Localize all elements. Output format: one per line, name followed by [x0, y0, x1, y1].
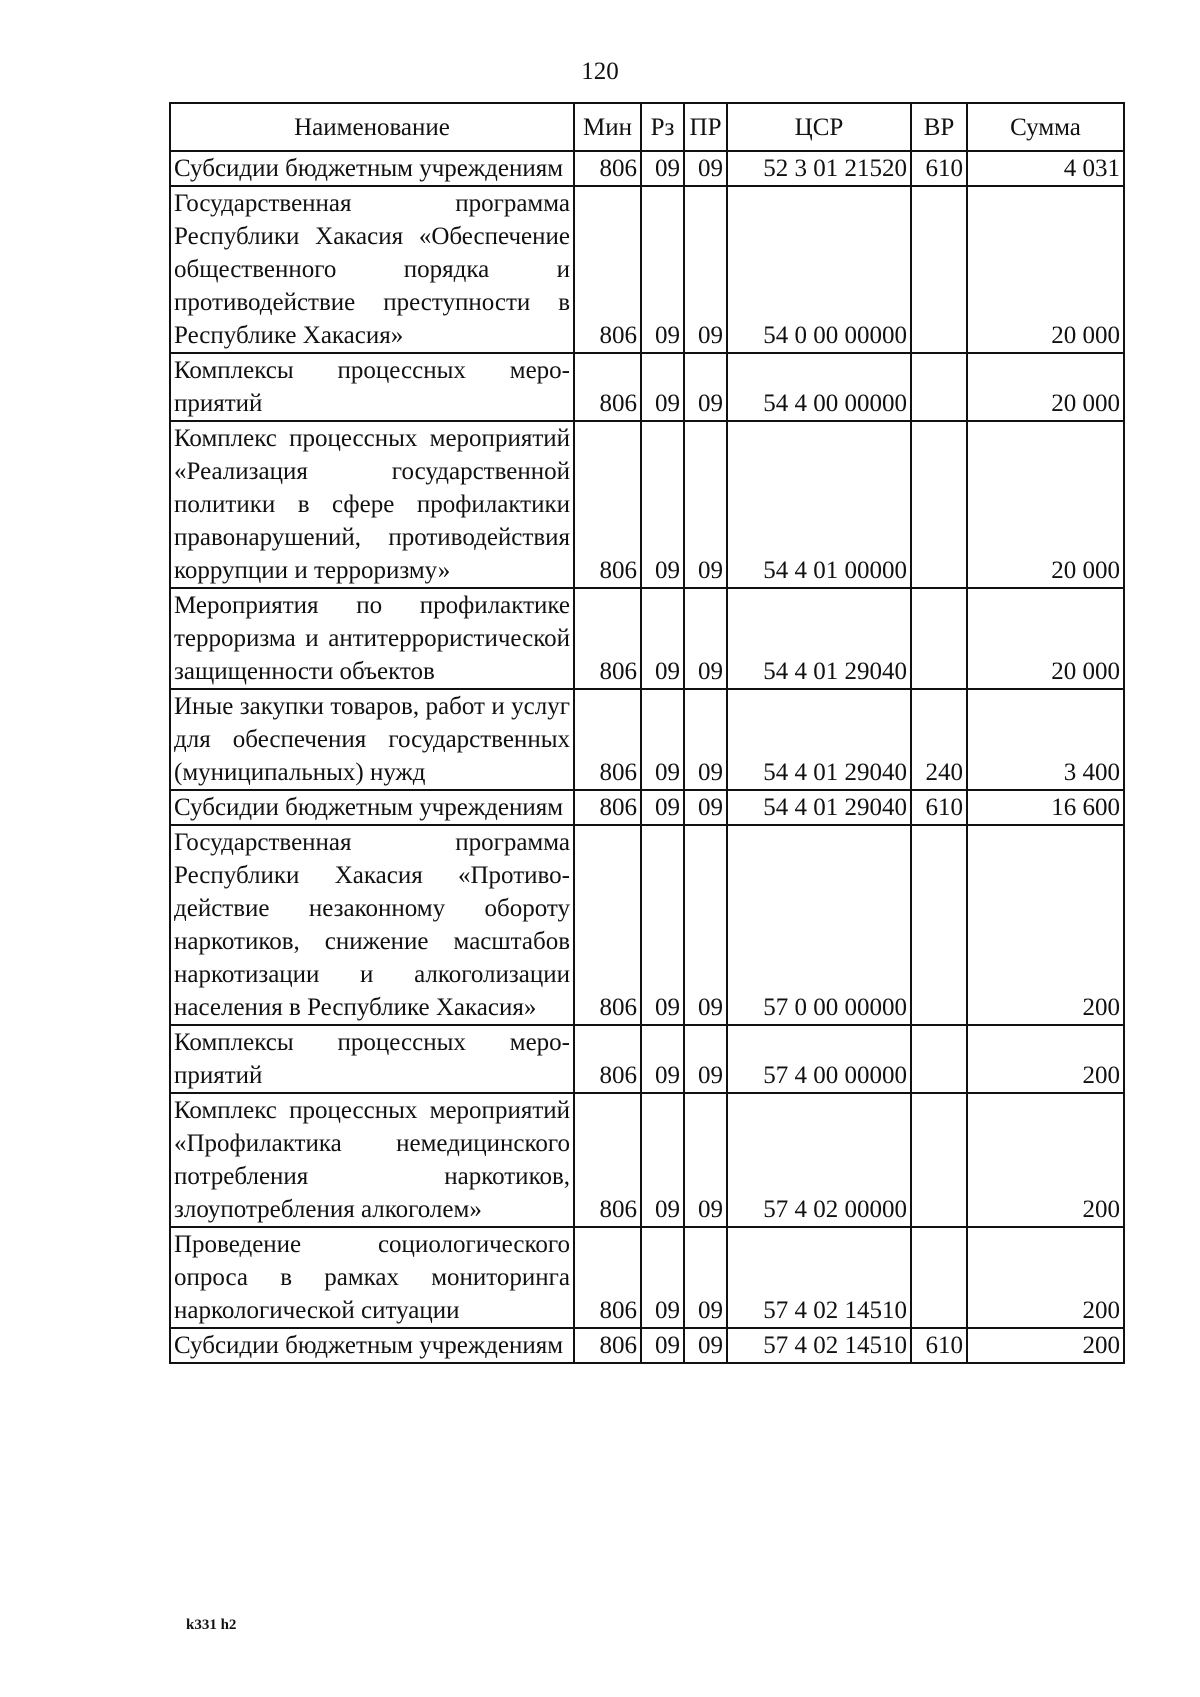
cell-pr: 09 — [684, 825, 727, 1025]
cell-vr — [911, 825, 967, 1025]
cell-csr: 54 4 01 00000 — [727, 421, 911, 588]
cell-csr: 54 4 01 29040 — [727, 790, 911, 825]
cell-sum: 200 — [967, 1227, 1124, 1328]
cell-sum: 4 031 — [967, 151, 1124, 186]
cell-name: Субсидии бюджетным учреждениям — [170, 151, 574, 186]
cell-vr — [911, 1025, 967, 1093]
cell-sum: 20 000 — [967, 588, 1124, 689]
cell-csr: 54 4 01 29040 — [727, 689, 911, 790]
header-pr: ПР — [684, 103, 727, 151]
cell-pr: 09 — [684, 588, 727, 689]
cell-rz: 09 — [641, 790, 684, 825]
cell-vr — [911, 186, 967, 353]
cell-name: Мероприятия по профилактике терроризма и антитеррористической защищенности объектов — [170, 588, 574, 689]
cell-rz: 09 — [641, 1093, 684, 1227]
cell-rz: 09 — [641, 825, 684, 1025]
cell-vr — [911, 1093, 967, 1227]
cell-pr: 09 — [684, 1328, 727, 1363]
cell-csr: 54 4 01 29040 — [727, 588, 911, 689]
cell-vr: 610 — [911, 151, 967, 186]
budget-table — [169, 102, 1125, 1364]
table-row — [170, 689, 1124, 790]
cell-sum: 20 000 — [967, 186, 1124, 353]
cell-rz: 09 — [641, 151, 684, 186]
cell-name: Субсидии бюджетным учреждениям — [170, 790, 574, 825]
cell-rz: 09 — [641, 1328, 684, 1363]
cell-min: 806 — [574, 151, 641, 186]
cell-pr: 09 — [684, 1227, 727, 1328]
table-body — [170, 151, 1124, 1363]
cell-vr: 610 — [911, 1328, 967, 1363]
cell-name: Государственная программа Республики Хакасия «Противодействие незаконному обороту наркотиков, снижение масштабов наркотизации и алкоголизации населения в Республике Хакасия» — [170, 825, 574, 1025]
cell-pr: 09 — [684, 151, 727, 186]
cell-min: 806 — [574, 421, 641, 588]
cell-vr — [911, 1227, 967, 1328]
cell-sum: 20 000 — [967, 353, 1124, 421]
cell-rz: 09 — [641, 353, 684, 421]
table-row — [170, 1093, 1124, 1227]
cell-rz: 09 — [641, 186, 684, 353]
cell-vr: 610 — [911, 790, 967, 825]
cell-rz: 09 — [641, 1227, 684, 1328]
cell-csr: 57 0 00 00000 — [727, 825, 911, 1025]
cell-rz: 09 — [641, 689, 684, 790]
cell-pr: 09 — [684, 1025, 727, 1093]
cell-vr — [911, 353, 967, 421]
header-sum: Сумма — [967, 103, 1124, 151]
cell-csr: 54 4 00 00000 — [727, 353, 911, 421]
cell-sum: 200 — [967, 1025, 1124, 1093]
cell-name: Комплекс процессных мероприятий «Профилактика немедицинского потребления наркотиков, злоупотребления алкоголем» — [170, 1093, 574, 1227]
cell-rz: 09 — [641, 588, 684, 689]
cell-pr: 09 — [684, 421, 727, 588]
cell-name: Государственная программа Республики Хакасия «Обеспечение общественного порядка и противодействие преступности в Республике Хакасия» — [170, 186, 574, 353]
cell-vr: 240 — [911, 689, 967, 790]
cell-min: 806 — [574, 825, 641, 1025]
cell-min: 806 — [574, 1227, 641, 1328]
table-row — [170, 353, 1124, 421]
cell-sum: 200 — [967, 1328, 1124, 1363]
cell-sum: 16 600 — [967, 790, 1124, 825]
table-row — [170, 151, 1124, 186]
header-row — [170, 103, 1124, 151]
cell-min: 806 — [574, 1093, 641, 1227]
table-row — [170, 1227, 1124, 1328]
header-name: Наименование — [170, 103, 574, 151]
cell-min: 806 — [574, 1025, 641, 1093]
header-rz: Рз — [641, 103, 684, 151]
cell-csr: 57 4 02 00000 — [727, 1093, 911, 1227]
cell-min: 806 — [574, 353, 641, 421]
cell-sum: 200 — [967, 1093, 1124, 1227]
table-row — [170, 421, 1124, 588]
cell-csr: 57 4 02 14510 — [727, 1328, 911, 1363]
cell-min: 806 — [574, 790, 641, 825]
cell-csr: 57 4 02 14510 — [727, 1227, 911, 1328]
cell-sum: 20 000 — [967, 421, 1124, 588]
table-row — [170, 1025, 1124, 1093]
table-row — [170, 186, 1124, 353]
cell-rz: 09 — [641, 1025, 684, 1093]
cell-rz: 09 — [641, 421, 684, 588]
header-vr: ВР — [911, 103, 967, 151]
cell-vr — [911, 588, 967, 689]
header-csr: ЦСР — [727, 103, 911, 151]
cell-min: 806 — [574, 1328, 641, 1363]
cell-name: Иные закупки товаров, работ и услуг для обеспечения государственных (муниципальных) нужд — [170, 689, 574, 790]
table-row — [170, 1328, 1124, 1363]
header-min: Мин — [574, 103, 641, 151]
cell-csr: 52 3 01 21520 — [727, 151, 911, 186]
table-row — [170, 790, 1124, 825]
cell-pr: 09 — [684, 790, 727, 825]
cell-pr: 09 — [684, 353, 727, 421]
cell-name: Субсидии бюджетным учреждениям — [170, 1328, 574, 1363]
cell-pr: 09 — [684, 1093, 727, 1227]
footer-code: k331 h2 — [186, 1617, 237, 1633]
cell-vr — [911, 421, 967, 588]
table-header — [170, 103, 1124, 151]
cell-csr: 54 0 00 00000 — [727, 186, 911, 353]
cell-name: Комплекс процессных мероприятий «Реализация государственной политики в сфере профилактики правонарушений, противодействия коррупции и терроризму» — [170, 421, 574, 588]
cell-pr: 09 — [684, 186, 727, 353]
table-row — [170, 588, 1124, 689]
cell-min: 806 — [574, 588, 641, 689]
table-row — [170, 825, 1124, 1025]
cell-min: 806 — [574, 689, 641, 790]
cell-sum: 3 400 — [967, 689, 1124, 790]
cell-name: Комплексы процессных мероприятий — [170, 1025, 574, 1093]
cell-min: 806 — [574, 186, 641, 353]
page-number: 120 — [581, 58, 619, 85]
cell-name: Комплексы процессных мероприятий — [170, 353, 574, 421]
cell-pr: 09 — [684, 689, 727, 790]
cell-csr: 57 4 00 00000 — [727, 1025, 911, 1093]
cell-name: Проведение социологического опроса в рамках мониторинга наркологической ситуации — [170, 1227, 574, 1328]
cell-sum: 200 — [967, 825, 1124, 1025]
